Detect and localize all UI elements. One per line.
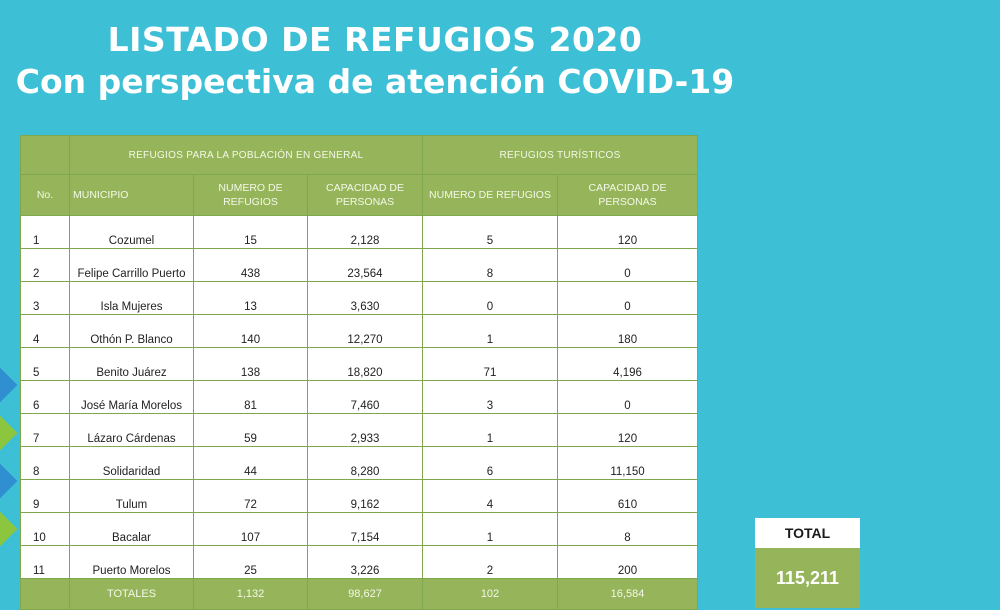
cell-municipio: Bacalar [70, 513, 194, 546]
cell-no: 2 [21, 249, 70, 282]
cell-gen-cap: 2,128 [308, 216, 423, 249]
cell-tur-cap: 180 [558, 315, 698, 348]
grand-total-value: 115,211 [775, 568, 840, 588]
col-no-header: No. [21, 175, 70, 216]
cell-tur-cap: 0 [558, 381, 698, 414]
decorative-diamond [0, 511, 17, 548]
cell-no: 11 [21, 546, 70, 579]
cell-gen-cap: 7,154 [308, 513, 423, 546]
cell-no: 5 [21, 348, 70, 381]
cell-no: 4 [21, 315, 70, 348]
refugios-table [20, 135, 698, 610]
cell-tur-num: 1 [423, 315, 558, 348]
group-general-header: REFUGIOS PARA LA POBLACIÓN EN GENERAL [70, 136, 423, 175]
cell-municipio: Benito Juárez [70, 348, 194, 381]
cell-no: 1 [21, 216, 70, 249]
cell-municipio: Solidaridad [70, 447, 194, 480]
cell-gen-cap: 8,280 [308, 447, 423, 480]
cell-tur-num: 71 [423, 348, 558, 381]
decorative-diamond [0, 415, 17, 452]
cell-tur-num: 1 [423, 414, 558, 447]
totals-blank-cell [21, 579, 70, 610]
cell-gen-num: 81 [194, 381, 308, 414]
table-row [21, 216, 698, 249]
cell-municipio: Tulum [70, 480, 194, 513]
cell-tur-cap: 120 [558, 414, 698, 447]
table-row [21, 513, 698, 546]
cell-gen-num: 438 [194, 249, 308, 282]
column-header-row [21, 175, 698, 216]
cell-no: 8 [21, 447, 70, 480]
cell-gen-cap: 3,630 [308, 282, 423, 315]
cell-tur-num: 6 [423, 447, 558, 480]
cell-gen-cap: 23,564 [308, 249, 423, 282]
cell-gen-num: 107 [194, 513, 308, 546]
cell-gen-num: 15 [194, 216, 308, 249]
cell-tur-num: 5 [423, 216, 558, 249]
cell-gen-cap: 18,820 [308, 348, 423, 381]
cell-tur-cap: 8 [558, 513, 698, 546]
table-row [21, 546, 698, 579]
grand-total-label: TOTAL [755, 518, 860, 548]
cell-no: 10 [21, 513, 70, 546]
totals-label: TOTALES [70, 579, 194, 610]
cell-tur-num: 0 [423, 282, 558, 315]
totals-tur-cap: 16,584 [558, 579, 698, 610]
table-row [21, 249, 698, 282]
cell-municipio: Cozumel [70, 216, 194, 249]
col-gen-cap-header: CAPACIDAD DE PERSONAS [308, 175, 423, 216]
cell-tur-num: 8 [423, 249, 558, 282]
table-row [21, 315, 698, 348]
cell-no: 9 [21, 480, 70, 513]
cell-municipio: Lázaro Cárdenas [70, 414, 194, 447]
page-title: LISTADO DE REFUGIOS 2020 [107, 20, 643, 59]
cell-tur-cap: 0 [558, 282, 698, 315]
totals-gen-cap: 98,627 [308, 579, 423, 610]
cell-gen-num: 13 [194, 282, 308, 315]
cell-tur-cap: 200 [558, 546, 698, 579]
col-tur-cap-header: CAPACIDAD DE PERSONAS [558, 175, 698, 216]
cell-tur-num: 2 [423, 546, 558, 579]
cell-gen-num: 25 [194, 546, 308, 579]
totals-row [21, 579, 698, 610]
cell-no: 3 [21, 282, 70, 315]
cell-municipio: Othón P. Blanco [70, 315, 194, 348]
page-subtitle: Con perspectiva de atención COVID-19 [15, 62, 735, 101]
cell-municipio: Isla Mujeres [70, 282, 194, 315]
cell-tur-num: 4 [423, 480, 558, 513]
col-municipio-header: MUNICIPIO [70, 175, 194, 216]
table-row [21, 282, 698, 315]
cell-tur-cap: 120 [558, 216, 698, 249]
totals-gen-num: 1,132 [194, 579, 308, 610]
table-row [21, 414, 698, 447]
totals-tur-num: 102 [423, 579, 558, 610]
table-row [21, 381, 698, 414]
cell-tur-cap: 11,150 [558, 447, 698, 480]
cell-tur-cap: 610 [558, 480, 698, 513]
cell-tur-num: 1 [423, 513, 558, 546]
cell-gen-num: 140 [194, 315, 308, 348]
cell-gen-num: 44 [194, 447, 308, 480]
col-gen-num-header: NUMERO DE REFUGIOS [194, 175, 308, 216]
cell-gen-cap: 9,162 [308, 480, 423, 513]
cell-municipio: José María Morelos [70, 381, 194, 414]
cell-municipio: Felipe Carrillo Puerto [70, 249, 194, 282]
group-header-row [21, 136, 698, 175]
table-row [21, 348, 698, 381]
cell-gen-cap: 7,460 [308, 381, 423, 414]
table-row [21, 447, 698, 480]
grand-total-box [755, 518, 860, 608]
cell-gen-cap: 12,270 [308, 315, 423, 348]
decorative-diamond [0, 463, 17, 500]
cell-gen-num: 72 [194, 480, 308, 513]
cell-tur-cap: 4,196 [558, 348, 698, 381]
table-row [21, 480, 698, 513]
cell-municipio: Puerto Morelos [70, 546, 194, 579]
cell-gen-num: 138 [194, 348, 308, 381]
cell-gen-cap: 3,226 [308, 546, 423, 579]
cell-gen-num: 59 [194, 414, 308, 447]
col-tur-num-header: NUMERO DE REFUGIOS [423, 175, 558, 216]
group-turisticos-header: REFUGIOS TURÍSTICOS [423, 136, 698, 175]
cell-no: 7 [21, 414, 70, 447]
blank-header-cell [21, 136, 70, 175]
cell-tur-num: 3 [423, 381, 558, 414]
decorative-diamond [0, 367, 17, 404]
cell-gen-cap: 2,933 [308, 414, 423, 447]
cell-tur-cap: 0 [558, 249, 698, 282]
cell-no: 6 [21, 381, 70, 414]
